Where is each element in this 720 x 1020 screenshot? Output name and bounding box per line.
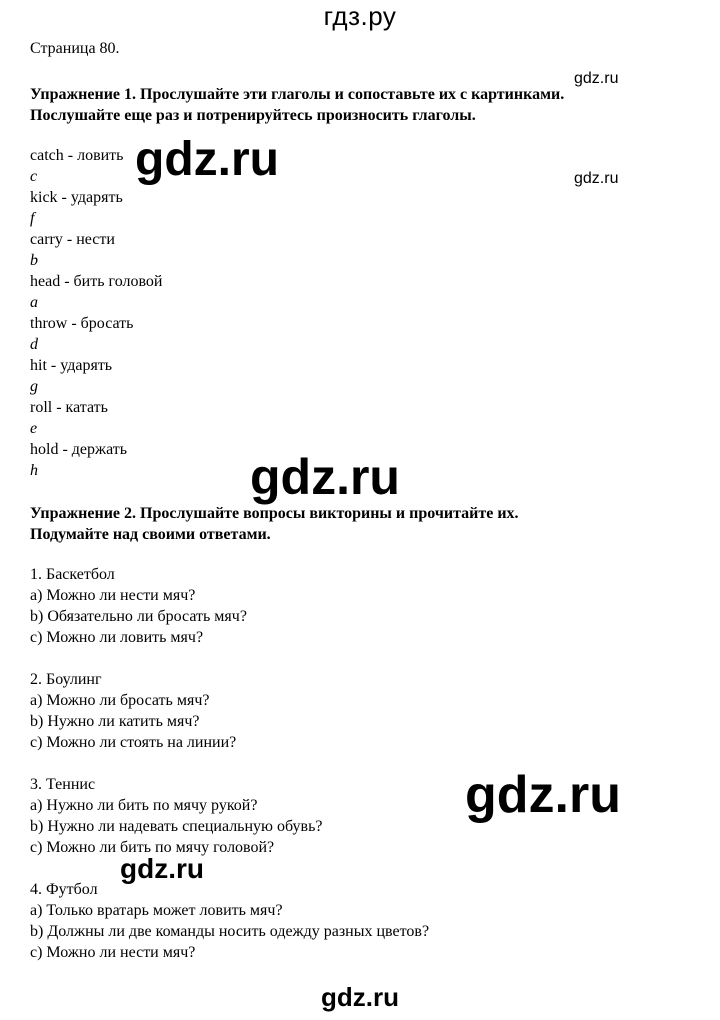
verb-item: head - бить головой: [30, 273, 163, 290]
verb-item: kick - ударять: [30, 189, 123, 206]
exercise1-heading-line2: Послушайте еще раз и потренируйтесь произносить глаголы.: [30, 107, 476, 124]
quiz-question: a) Можно ли бросать мяч?: [30, 692, 210, 709]
answer-letter: b: [30, 252, 38, 269]
watermark: gdz.ru: [465, 766, 621, 824]
verb-item: roll - катать: [30, 399, 108, 416]
quiz-section-title: 4. Футбол: [30, 881, 98, 898]
answer-letter: d: [30, 336, 38, 353]
quiz-question: a) Можно ли нести мяч?: [30, 587, 196, 604]
exercise2-heading-line2: Подумайте над своими ответами.: [30, 526, 271, 543]
watermark: gdz.ru: [250, 449, 400, 505]
answer-letter: f: [30, 210, 35, 227]
answer-letter: h: [30, 462, 38, 479]
quiz-question: c) Можно ли ловить мяч?: [30, 629, 204, 646]
quiz-question: a) Нужно ли бить по мячу рукой?: [30, 797, 258, 814]
watermark: gdz.ru: [321, 982, 399, 1012]
verb-item: throw - бросать: [30, 315, 134, 332]
quiz-question: b) Нужно ли надевать специальную обувь?: [30, 818, 323, 835]
quiz-section-title: 1. Баскетбол: [30, 566, 115, 583]
quiz-question: c) Можно ли нести мяч?: [30, 944, 196, 961]
quiz-section-title: 3. Теннис: [30, 776, 96, 793]
page-label: Страница 80.: [30, 40, 120, 57]
verb-item: hold - держать: [30, 441, 128, 458]
quiz-question: a) Только вратарь может ловить мяч?: [30, 902, 283, 919]
watermark: gdz.ru: [120, 853, 204, 884]
watermark: gdz.ru: [135, 133, 279, 186]
verb-item: catch - ловить: [30, 147, 124, 164]
quiz-question: b) Обязательно ли бросать мяч?: [30, 608, 247, 625]
answer-letter: c: [30, 168, 38, 185]
exercise2-heading-line1: Упражнение 2. Прослушайте вопросы викторины и прочитайте их.: [30, 505, 519, 522]
quiz-section-title: 2. Боулинг: [30, 671, 102, 688]
quiz-question: c) Можно ли стоять на линии?: [30, 734, 237, 751]
quiz-question: b) Нужно ли катить мяч?: [30, 713, 200, 730]
verb-item: hit - ударять: [30, 357, 113, 374]
answer-letter: g: [30, 378, 38, 395]
answer-letter: a: [30, 294, 38, 311]
answer-letter: e: [30, 420, 38, 437]
site-header: гдз.ру: [323, 1, 397, 31]
exercise1-heading-line1: Упражнение 1. Прослушайте эти глаголы и сопоставьте их с картинками.: [30, 86, 565, 103]
watermark: gdz.ru: [574, 70, 619, 87]
quiz-question: c) Можно ли бить по мячу головой?: [30, 839, 275, 856]
quiz-question: b) Должны ли две команды носить одежду разных цветов?: [30, 923, 430, 940]
watermark: gdz.ru: [574, 170, 619, 187]
verb-item: carry - нести: [30, 231, 115, 248]
